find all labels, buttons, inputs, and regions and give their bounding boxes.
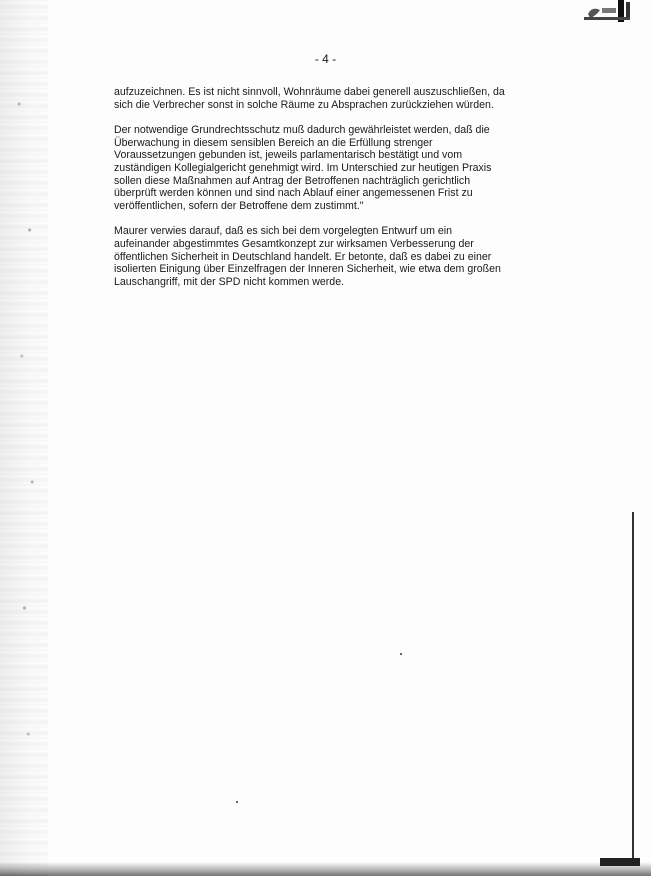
scan-bottom-mark <box>600 858 640 866</box>
page-number: - 4 - <box>314 52 337 66</box>
scan-specks <box>14 20 40 860</box>
document-body <box>114 86 534 301</box>
text-line: Der notwendige Grundrechtsschutz muß dadurch gewährleistet werden, daß die <box>114 124 490 137</box>
text-line: aufeinander abgestimmtes Gesamtkonzept zur wirksamen Verbesserung der <box>114 237 474 250</box>
text-line: zuständigen Kollegialgericht genehmigt wird. Im Unterschied zur heutigen Praxis <box>114 161 492 174</box>
text-line: isolierten Einigung über Einzelfragen der Inneren Sicherheit, wie etwa dem großen <box>114 263 501 276</box>
text-line: Voraussetzungen gebunden ist, jeweils parlamentarisch bestätigt und vom <box>114 149 463 162</box>
text-line: öffentlichen Sicherheit in Deutschland handelt. Er betonte, daß es dabei zu einer <box>114 250 492 263</box>
paragraph-3 <box>114 225 534 288</box>
text-line: Maurer verwies darauf, daß es sich bei dem vorgelegten Entwurf um ein <box>114 225 452 238</box>
paragraph-2 <box>114 124 534 212</box>
scan-dust <box>400 653 402 655</box>
text-line: Lauschangriff, mit der SPD nicht kommen werde. <box>114 275 345 288</box>
text-line: überprüft werden können und sind nach Ablauf einer angemessenen Frist zu <box>114 187 473 200</box>
text-line: sollen diese Maßnahmen auf Antrag der Betroffenen nachträglich gerichtlich <box>114 174 471 187</box>
text-line: sich die Verbrecher sonst in solche Räume zu Absprachen zurückziehen würden. <box>114 98 494 111</box>
text-line: veröffentlichen, sofern der Betroffene dem zustimmt." <box>114 199 364 212</box>
text-line: aufzuzeichnen. Es ist nicht sinnvoll, Wohnräume dabei generell auszuschließen, da <box>114 86 505 98</box>
scan-bottom-edge <box>0 862 651 876</box>
corner-scan-mark <box>582 0 634 22</box>
paragraph-1 <box>114 86 534 111</box>
text-line: Überwachung in diesem sensiblen Bereich an die Erfüllung strenger <box>114 136 433 149</box>
scan-dust <box>236 801 238 803</box>
scan-right-line <box>632 512 634 862</box>
